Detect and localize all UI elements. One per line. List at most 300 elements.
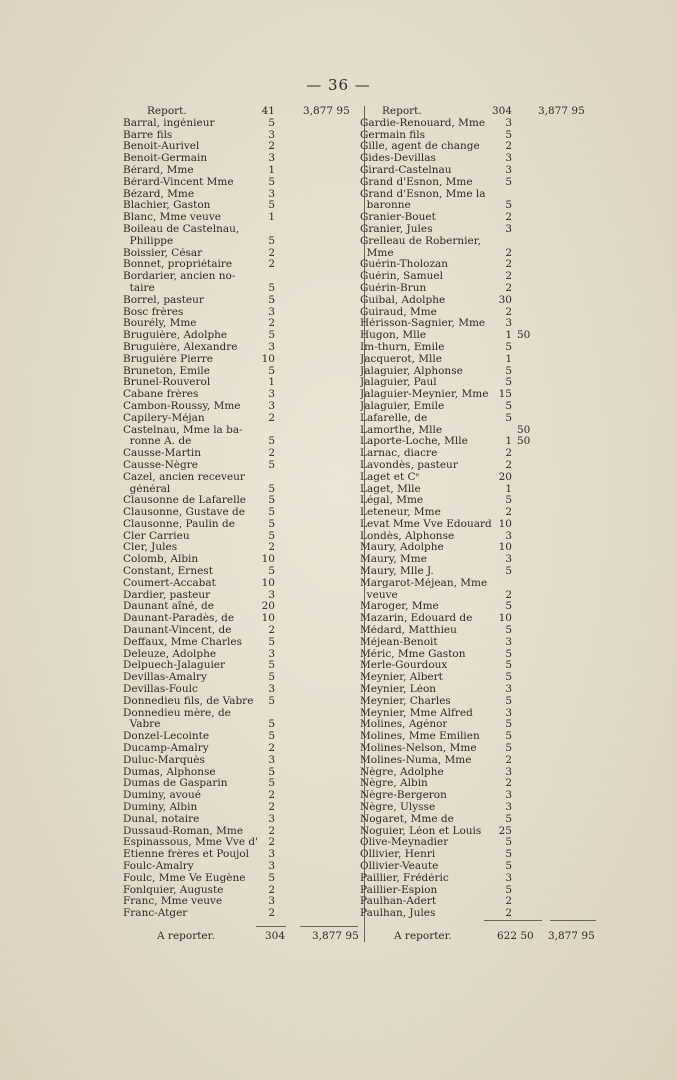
- left-entry-name: Bézard, Mme: [123, 188, 195, 200]
- right-footer: [394, 930, 452, 942]
- left-entry-row: [123, 519, 353, 531]
- right-entry-name: Meynier, Charles: [360, 695, 451, 707]
- left-entry-name: Bosc frères: [123, 306, 184, 318]
- left-entry-name: Bérard, Mme: [123, 164, 194, 176]
- right-entry-name: Jalaguier, Emile: [360, 400, 445, 412]
- right-entry-row: [360, 696, 600, 708]
- right-entry-amount: 3: [505, 222, 512, 235]
- right-entry-row: [360, 248, 600, 260]
- left-entry-name: Dardier, pasteur: [123, 589, 211, 601]
- left-entry-name: Ducamp-Amalry: [123, 743, 209, 755]
- right-entry-name: Londès, Alphonse: [360, 530, 455, 542]
- left-entry-amount: 5: [268, 718, 275, 731]
- right-entry-name: Laget et Cᵉ: [360, 471, 420, 483]
- left-entry-row: [123, 271, 353, 283]
- right-entry-name: Ollivier, Henri: [360, 849, 436, 861]
- left-entry-row: [123, 283, 353, 295]
- right-entry-amount: 5: [505, 565, 512, 578]
- left-entry-name: Duminy, avoué: [123, 790, 201, 802]
- left-entry-row: [123, 649, 353, 661]
- right-entry-row: [360, 826, 600, 838]
- left-entry-amount: 5: [268, 659, 275, 672]
- left-entry-name: Donnedieu fils, de Vabre: [123, 695, 254, 707]
- left-entry-name: Donzel-Lecointe: [123, 731, 210, 743]
- right-entry-row: [360, 613, 600, 625]
- left-entry-row: [123, 436, 353, 448]
- right-entry-name: baronne: [360, 200, 411, 212]
- left-entry-row: [123, 484, 353, 496]
- right-report-row: [360, 106, 600, 118]
- left-entry-row: [123, 755, 353, 767]
- left-entry-name: Coumert-Accabat: [123, 577, 216, 589]
- left-entry-amount: 2: [268, 317, 275, 330]
- left-entry-row: [123, 767, 353, 779]
- left-entry-row: [123, 731, 353, 743]
- right-entry-row: [360, 318, 600, 330]
- left-entry-amount: 5: [268, 234, 275, 247]
- right-entry-row: [360, 660, 600, 672]
- left-entry-amount: 3: [268, 152, 275, 165]
- right-entry-name: Molines, Agénor: [360, 719, 448, 731]
- right-entry-name: Paillier-Espion: [360, 884, 438, 896]
- right-entry-name: Nogaret, Mme de: [360, 813, 454, 825]
- right-entry-name: Gille, agent de change: [360, 141, 480, 153]
- right-entry-amount: 3: [505, 765, 512, 778]
- right-entry-row: [360, 236, 600, 248]
- left-entry-amount: 2: [268, 447, 275, 460]
- right-entry-row: [360, 153, 600, 165]
- left-entry-row: [123, 542, 353, 554]
- right-entry-amount: 3: [505, 706, 512, 719]
- left-entry-row: [123, 625, 353, 637]
- left-report-count: 41: [261, 105, 275, 117]
- right-entry-name: Molines, Mme Emilien: [360, 731, 480, 743]
- right-entry-row: [360, 130, 600, 142]
- right-entry-row: [360, 837, 600, 849]
- left-entry-name: Blanc, Mme veuve: [123, 212, 221, 224]
- left-entry-row: [123, 861, 353, 873]
- left-entry-row: [123, 153, 353, 165]
- right-entry-name: Grand d'Esnon, Mme la: [360, 188, 486, 200]
- left-entry-row: [123, 696, 353, 708]
- left-entry-amount: 20: [261, 600, 275, 613]
- right-entry-name: Maury, Mme: [360, 554, 427, 566]
- right-entry-row: [360, 861, 600, 873]
- right-entry-amount: 1: [505, 329, 512, 342]
- left-entry-amount: 2: [268, 836, 275, 849]
- left-entry-amount: 2: [268, 801, 275, 814]
- left-entry-amount: 2: [268, 907, 275, 920]
- right-entry-name: Paulhan, Jules: [360, 908, 436, 920]
- right-entry-amount: 10: [498, 612, 512, 625]
- right-entry-amount: 2: [505, 895, 512, 908]
- left-entry-name: Bourély, Mme: [123, 318, 197, 330]
- right-entry-row: [360, 743, 600, 755]
- right-entry-cents: 50: [517, 329, 531, 342]
- right-entry-row: [360, 484, 600, 496]
- left-entry-name: taire: [123, 282, 155, 294]
- right-entry-amount: 20: [498, 470, 512, 483]
- left-entry-name: Bonnet, propriétaire: [123, 259, 233, 271]
- right-entry-row: [360, 307, 600, 319]
- right-entry-row: [360, 189, 600, 201]
- left-entry-amount: 2: [268, 541, 275, 554]
- right-entry-name: Meynier, Mme Alfred: [360, 707, 473, 719]
- right-entry-cents: 50: [517, 435, 531, 448]
- left-entry-row: [123, 790, 353, 802]
- left-entry-name: Clausonne, Paulin de: [123, 518, 235, 530]
- right-entry-row: [360, 672, 600, 684]
- left-entry-row: [123, 318, 353, 330]
- left-entry-name: Barre fils: [123, 129, 173, 141]
- right-entry-row: [360, 295, 600, 307]
- left-entry-amount: 3: [268, 812, 275, 825]
- right-entry-amount: 5: [505, 340, 512, 353]
- left-entry-name: Devillas-Amalry: [123, 672, 207, 684]
- left-entry-row: [123, 566, 353, 578]
- right-entry-name: Guiraud, Mme: [360, 306, 437, 318]
- left-entry-name: Fonlquier, Auguste: [123, 884, 224, 896]
- right-entry-amount: 5: [505, 742, 512, 755]
- left-entry-row: [123, 708, 353, 720]
- right-entry-row: [360, 625, 600, 637]
- left-entry-row: [123, 778, 353, 790]
- right-entry-amount: 5: [505, 730, 512, 743]
- right-entry-name: Guibal, Adolphe: [360, 294, 446, 306]
- right-entry-row: [360, 814, 600, 826]
- right-entry-row: [360, 590, 600, 602]
- left-entry-amount: 2: [268, 140, 275, 153]
- left-entry-name: Bruneton, Emile: [123, 365, 211, 377]
- right-entry-row: [360, 790, 600, 802]
- right-entry-amount: 2: [505, 211, 512, 224]
- right-entry-name: Larnac, diacre: [360, 448, 438, 460]
- left-entry-amount: 3: [268, 647, 275, 660]
- left-entry-amount: 3: [268, 860, 275, 872]
- right-entry-name: Laget, Mlle: [360, 483, 421, 495]
- right-entry-amount: 3: [505, 789, 512, 802]
- right-entry-row: [360, 601, 600, 613]
- left-entry-name: Foulc-Amalry: [123, 861, 194, 872]
- right-entry-amount: 2: [505, 258, 512, 271]
- right-entry-name: Laporte-Loche, Mlle: [360, 436, 468, 448]
- right-entry-amount: 2: [505, 907, 512, 920]
- left-entry-row: [123, 307, 353, 319]
- right-entry-name: Leteneur, Mme: [360, 507, 441, 519]
- left-entry-name: Bruguière, Alexandre: [123, 341, 238, 353]
- right-entry-name: Jacquerot, Mlle: [360, 353, 442, 365]
- left-entry-amount: 10: [261, 352, 275, 365]
- left-entry-row: [123, 554, 353, 566]
- right-entry-row: [360, 542, 600, 554]
- right-entry-row: [360, 495, 600, 507]
- right-entry-name: Girard-Castelnau: [360, 164, 452, 176]
- left-entry-row: [123, 531, 353, 543]
- right-entry-row: [360, 908, 600, 920]
- left-report-total: 3,877 95: [303, 105, 350, 117]
- right-entry-name: Germain fils: [360, 129, 426, 141]
- right-entry-amount: 2: [505, 246, 512, 259]
- left-footer-count: 304: [265, 930, 286, 942]
- right-entry-amount: 3: [505, 871, 512, 884]
- left-footer-label: A reporter.: [157, 930, 215, 942]
- right-entry-name: Merle-Gourdoux: [360, 660, 448, 672]
- left-entry-name: Donnedieu mère, de: [123, 707, 231, 719]
- left-entry-row: [123, 354, 353, 366]
- right-entry-row: [360, 401, 600, 413]
- right-entry-name: Im-thurn, Emile: [360, 341, 445, 353]
- right-entry-name: Ollivier-Veaute: [360, 861, 439, 872]
- right-entry-row: [360, 767, 600, 779]
- right-entry-row: [360, 849, 600, 861]
- left-entry-row: [123, 460, 353, 472]
- right-entry-amount: 3: [505, 152, 512, 165]
- right-entry-amount: 5: [505, 647, 512, 660]
- right-entry-row: [360, 389, 600, 401]
- right-entry-amount: 5: [505, 199, 512, 212]
- left-entry-amount: 2: [268, 742, 275, 755]
- right-entry-amount: 2: [505, 270, 512, 283]
- left-entry-row: [123, 743, 353, 755]
- left-entry-row: [123, 141, 353, 153]
- left-entry-amount: 5: [268, 730, 275, 743]
- left-entry-amount: 2: [268, 411, 275, 424]
- left-entry-amount: 10: [261, 576, 275, 589]
- right-entry-amount: 25: [498, 824, 512, 837]
- left-entry-row: [123, 295, 353, 307]
- right-entry-name: Nègre, Ulysse: [360, 802, 436, 814]
- left-entry-amount: 5: [268, 329, 275, 342]
- right-entry-row: [360, 684, 600, 696]
- right-entry-name: Guérin-Brun: [360, 282, 427, 294]
- left-entry-amount: 2: [268, 789, 275, 802]
- left-entry-amount: 5: [268, 458, 275, 471]
- left-column: [123, 106, 353, 920]
- left-entry-amount: 2: [268, 883, 275, 896]
- left-report-row: [123, 106, 353, 118]
- left-entry-amount: 3: [268, 187, 275, 200]
- right-entry-amount: 3: [505, 635, 512, 648]
- left-entry-amount: 3: [268, 128, 275, 141]
- left-entry-row: [123, 330, 353, 342]
- right-entry-name: Méric, Mme Gaston: [360, 648, 466, 660]
- right-entry-amount: 5: [505, 671, 512, 684]
- right-entry-row: [360, 731, 600, 743]
- left-entry-amount: 3: [268, 399, 275, 412]
- left-entry-amount: 5: [268, 281, 275, 294]
- right-entry-name: Mme: [360, 247, 394, 259]
- right-entry-name: Maury, Adolphe: [360, 542, 444, 554]
- right-entry-name: Légal, Mme: [360, 495, 424, 507]
- right-entry-row: [360, 330, 600, 342]
- left-entry-row: [123, 613, 353, 625]
- left-entry-name: Borrel, pasteur: [123, 294, 204, 306]
- right-entry-row: [360, 802, 600, 814]
- right-entry-name: Jalaguier-Meynier, Mme: [360, 389, 489, 401]
- left-entry-row: [123, 212, 353, 224]
- left-entry-amount: 5: [268, 765, 275, 778]
- left-entry-amount: 1: [268, 211, 275, 224]
- right-entry-row: [360, 354, 600, 366]
- left-entry-amount: 5: [268, 482, 275, 495]
- left-entry-amount: 3: [268, 895, 275, 908]
- left-entry-name: ronne A. de: [123, 436, 192, 448]
- right-entry-name: Lavondès, pasteur: [360, 459, 458, 471]
- right-entry-name: Noguier, Léon et Louis: [360, 825, 482, 837]
- left-entry-name: Causse-Nègre: [123, 459, 198, 471]
- right-entry-amount: 5: [505, 128, 512, 141]
- left-entry-row: [123, 118, 353, 130]
- right-entry-row: [360, 141, 600, 153]
- right-entry-row: [360, 283, 600, 295]
- left-entry-name: Espinassous, Mme Vve d': [123, 837, 259, 849]
- left-entry-name: Boissier, César: [123, 247, 203, 259]
- left-entry-name: Constant, Ernest: [123, 566, 213, 578]
- right-entry-row: [360, 448, 600, 460]
- left-entry-row: [123, 814, 353, 826]
- right-entry-amount: 5: [505, 399, 512, 412]
- left-entry-amount: 5: [268, 199, 275, 212]
- left-entry-amount: 2: [268, 246, 275, 259]
- left-total-rule: [300, 926, 358, 927]
- left-entry-name: Cabane frères: [123, 389, 199, 401]
- right-entry-row: [360, 413, 600, 425]
- left-entry-amount: 2: [268, 258, 275, 271]
- right-entry-row: [360, 778, 600, 790]
- right-report-label: Report.: [382, 105, 422, 117]
- right-entry-name: Meynier, Léon: [360, 684, 437, 696]
- right-entry-amount: 3: [505, 163, 512, 176]
- right-entry-name: Hugon, Mlle: [360, 330, 427, 342]
- left-entry-name: Duluc-Marquès: [123, 754, 205, 766]
- right-entry-amount: 3: [505, 553, 512, 566]
- left-entry-name: Cambon-Roussy, Mme: [123, 400, 241, 412]
- left-entry-row: [123, 590, 353, 602]
- left-entry-amount: 5: [268, 529, 275, 542]
- right-entry-row: [360, 885, 600, 897]
- left-entry-row: [123, 389, 353, 401]
- left-entry-amount: 5: [268, 506, 275, 519]
- left-entry-row: [123, 826, 353, 838]
- left-entry-name: Duminy, Albin: [123, 802, 198, 814]
- right-entry-name: Médard, Matthieu: [360, 625, 457, 637]
- right-entry-amount: 5: [505, 718, 512, 731]
- left-entry-row: [123, 896, 353, 908]
- left-entry-row: [123, 495, 353, 507]
- left-entry-name: Causse-Martin: [123, 448, 201, 460]
- left-entry-amount: 5: [268, 871, 275, 884]
- left-entry-name: Clausonne, Gustave de: [123, 507, 245, 519]
- right-entry-row: [360, 259, 600, 271]
- left-entry-row: [123, 177, 353, 189]
- left-entry-name: Benoit-Aurivel: [123, 141, 200, 153]
- right-entry-amount: 3: [505, 683, 512, 696]
- right-entry-amount: 5: [505, 836, 512, 849]
- right-entry-row: [360, 472, 600, 484]
- left-entry-name: Capilery-Méjan: [123, 412, 205, 424]
- right-entry-row: [360, 366, 600, 378]
- left-entry-amount: 3: [268, 848, 275, 861]
- right-entry-amount: 3: [505, 317, 512, 330]
- left-entry-name: Dunal, notaire: [123, 813, 200, 825]
- right-entry-amount: 2: [505, 281, 512, 294]
- right-entry-amount: 2: [505, 777, 512, 790]
- left-entry-name: Cler, Jules: [123, 542, 178, 554]
- left-entry-row: [123, 130, 353, 142]
- left-entry-row: [123, 448, 353, 460]
- right-entry-name: Jalaguier, Alphonse: [360, 365, 463, 377]
- left-entry-name: Philippe: [123, 235, 174, 247]
- left-entry-name: Blachier, Gaston: [123, 200, 211, 212]
- right-entry-amount: 2: [505, 305, 512, 318]
- page-number: — 36 —: [306, 76, 371, 94]
- right-entry-name: Meynier, Albert: [360, 672, 443, 684]
- left-entry-row: [123, 719, 353, 731]
- right-entry-amount: 5: [505, 376, 512, 389]
- right-entry-amount: 2: [505, 506, 512, 519]
- right-entry-amount: 5: [505, 812, 512, 825]
- left-entry-amount: 1: [268, 163, 275, 176]
- right-entry-row: [360, 719, 600, 731]
- left-entry-row: [123, 472, 353, 484]
- right-entry-row: [360, 755, 600, 767]
- left-entry-row: [123, 849, 353, 861]
- left-entry-name: Daunant-Vincent, de: [123, 625, 232, 637]
- left-entry-amount: 5: [268, 293, 275, 306]
- right-entry-name: Molines-Numa, Mme: [360, 754, 472, 766]
- right-entry-amount: 3: [505, 116, 512, 129]
- right-entry-amount: 5: [505, 175, 512, 188]
- right-entry-amount: 5: [505, 848, 512, 861]
- right-entry-name: veuve: [360, 589, 398, 601]
- left-entry-row: [123, 342, 353, 354]
- right-entry-amount: 1: [505, 435, 512, 448]
- right-entry-row: [360, 460, 600, 472]
- right-entry-name: Maury, Mlle J.: [360, 566, 434, 578]
- left-entry-name: Dumas de Gasparin: [123, 778, 228, 790]
- left-entry-amount: 5: [268, 671, 275, 684]
- left-entry-amount: 10: [261, 553, 275, 566]
- right-entry-row: [360, 554, 600, 566]
- left-entry-row: [123, 837, 353, 849]
- left-entry-amount: 5: [268, 565, 275, 578]
- left-entry-name: Benoit-Germain: [123, 153, 208, 165]
- right-report-total: 3,877 95: [538, 105, 585, 117]
- left-entry-row: [123, 507, 353, 519]
- left-entry-row: [123, 259, 353, 271]
- right-entry-amount: 2: [505, 140, 512, 153]
- right-report-count: 304: [491, 105, 512, 117]
- left-entry-amount: 5: [268, 435, 275, 448]
- left-entry-name: Franc, Mme veuve: [123, 896, 223, 908]
- right-entry-name: Nègre-Bergeron: [360, 790, 447, 802]
- left-sum-rule: [256, 926, 286, 927]
- left-entry-row: [123, 684, 353, 696]
- left-entry-name: Foulc, Mme Ve Eugène: [123, 872, 246, 884]
- left-entry-name: Etienne frères et Poujol: [123, 849, 250, 861]
- left-entry-amount: 2: [268, 624, 275, 637]
- right-entry-amount: 5: [505, 624, 512, 637]
- right-entry-name: Hérisson-Sagnier, Mme: [360, 318, 486, 330]
- left-entry-amount: 10: [261, 612, 275, 625]
- right-entry-amount: 2: [505, 447, 512, 460]
- left-entry-amount: 5: [268, 494, 275, 507]
- left-entry-name: Devillas-Foulc: [123, 684, 198, 696]
- left-entry-amount: 3: [268, 340, 275, 353]
- right-entry-amount: 1: [505, 482, 512, 495]
- right-entry-amount: 5: [505, 860, 512, 872]
- right-entry-amount: 5: [505, 494, 512, 507]
